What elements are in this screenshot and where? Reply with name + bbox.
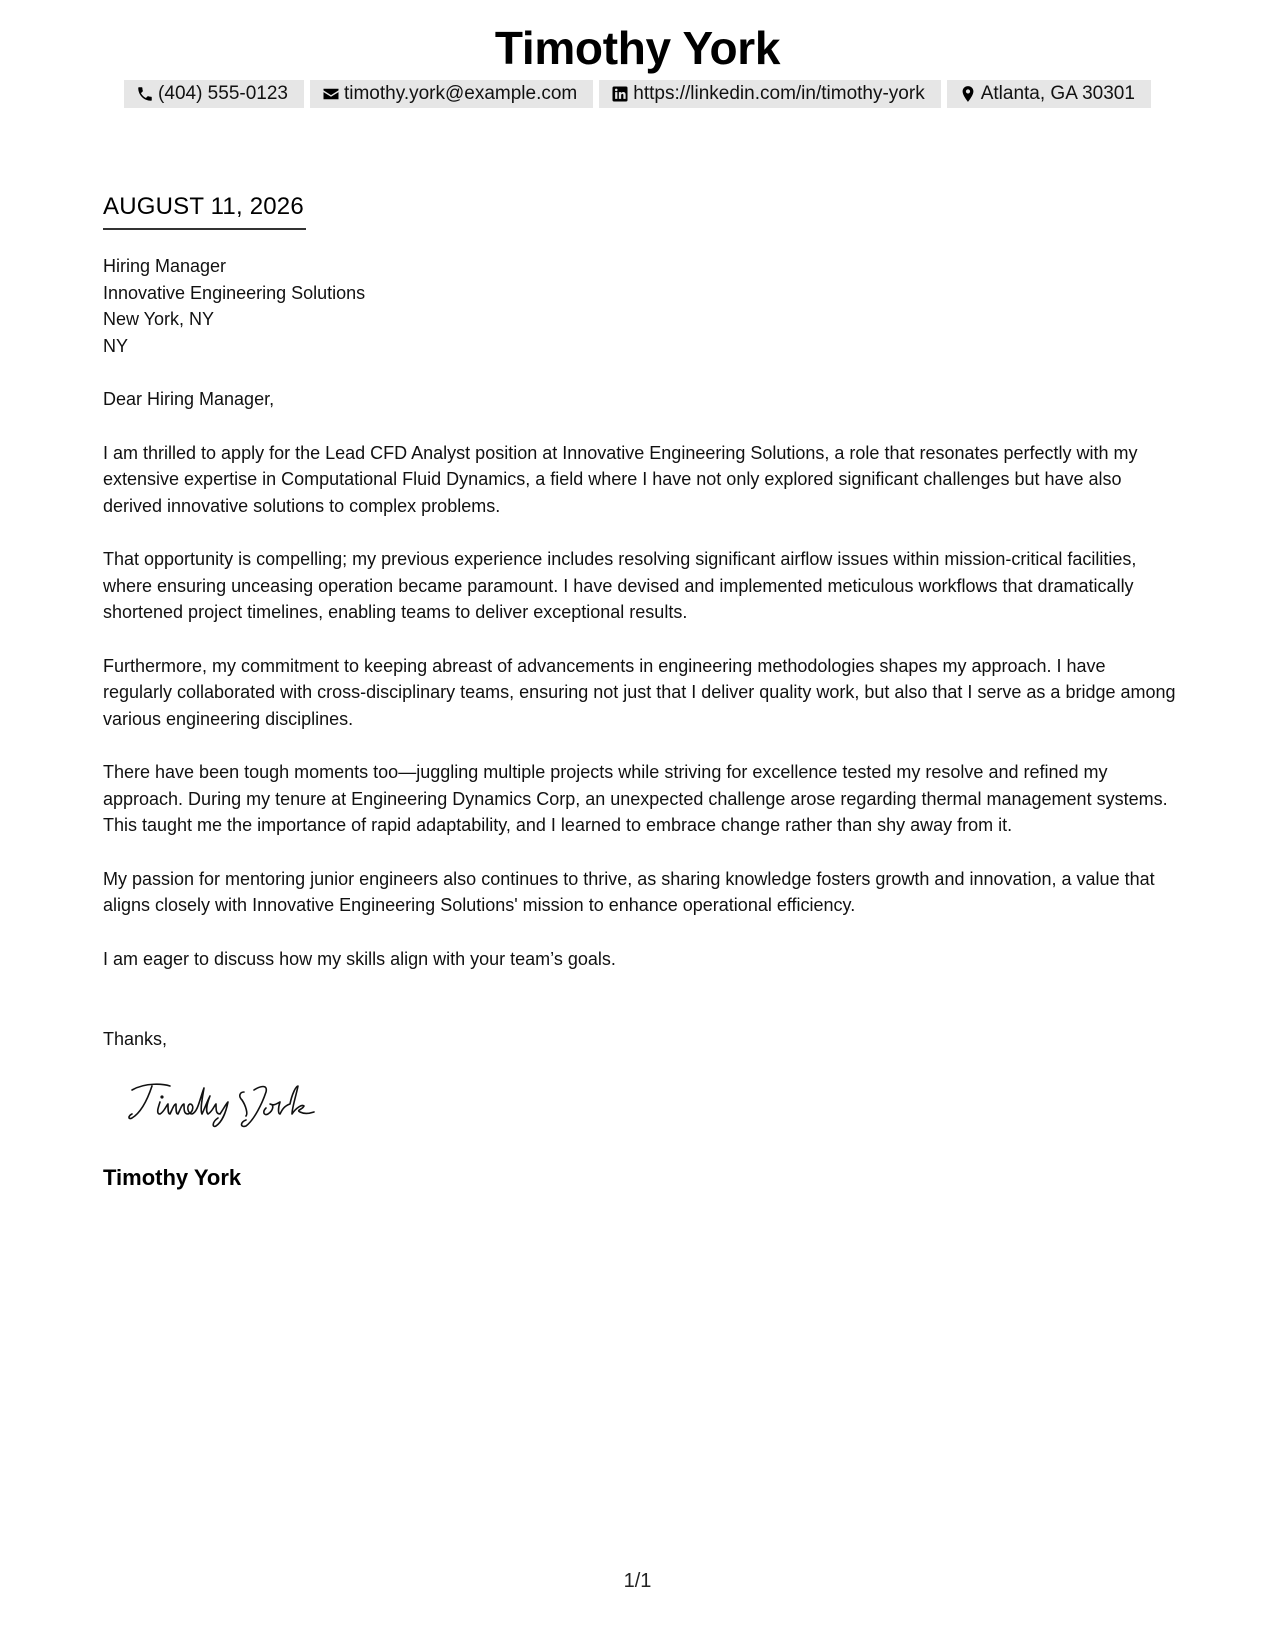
closing: Thanks,: [103, 1029, 168, 1049]
applicant-name-title: Timothy York: [494, 22, 781, 74]
page-number: 1/1: [623, 1570, 652, 1592]
body-paragraph: Furthermore, my commitment to keeping abreast of advancements in engineering methodologies shapes my approach. I have regularly collaborated with cross-disciplinary teams, ensuring not just that I deliver quality work, but also that I serve as a bridge among various engineering disciplines.: [103, 655, 1176, 729]
date-block: [103, 192, 306, 230]
letter-date: AUGUST 11, 2026: [103, 192, 306, 230]
phone-icon: [136, 85, 154, 103]
location-text: Atlanta, GA 30301: [980, 83, 1135, 104]
map-pin-icon: [959, 85, 977, 103]
phone-text: (404) 555-0123: [158, 83, 288, 104]
contact-email: [310, 80, 593, 108]
body-paragraph: My passion for mentoring junior engineers also continues to thrive, as sharing knowledge fosters growth and innovation, a value that aligns closely with Innovative Engineering Solutions' mission to enhance operational efficiency.: [103, 868, 1155, 915]
recipient-line: Innovative Engineering Solutions: [103, 282, 366, 303]
contact-location: [947, 80, 1151, 108]
recipient-line: NY: [103, 335, 129, 356]
contact-linkedin: [599, 80, 940, 108]
body-paragraph: I am eager to discuss how my skills align with your team’s goals.: [103, 948, 616, 969]
envelope-icon: [322, 85, 340, 103]
recipient-line: New York, NY: [103, 309, 215, 329]
recipient-line: Hiring Manager: [103, 256, 227, 276]
signer-name: Timothy York: [103, 1165, 242, 1190]
contact-bar: [0, 80, 1275, 108]
handwritten-signature: [126, 1078, 346, 1130]
linkedin-text: https://linkedin.com/in/timothy-york: [633, 83, 925, 104]
salutation: Dear Hiring Manager,: [103, 389, 275, 409]
email-text: timothy.york@example.com: [343, 83, 578, 104]
body-paragraph: That opportunity is compelling; my previous experience includes resolving significant airflow issues within mission-critical facilities, where ensuring unceasing operation became paramount. I have devised and implemented meticulous workflows that dramatically shortened project timelines, enabling teams to deliver exceptional results.: [103, 549, 1137, 622]
contact-phone: [124, 80, 304, 108]
body-paragraph: There have been tough moments too—juggling multiple projects while striving for excellence tested my resolve and refined my approach. During my tenure at Engineering Dynamics Corp, an unexpected challenge arose regarding thermal management systems. This taught me the importance of rapid adaptability, and I learned to embrace change rather than shy away from it.: [103, 762, 1168, 835]
letter-body: [103, 253, 1178, 1053]
body-paragraph: I am thrilled to apply for the Lead CFD Analyst position at Innovative Engineering Solutions, a role that resonates perfectly with my extensive expertise in Computational Fluid Dynamics, a field where I have not only explored significant challenges but have also derived innovative solutions to complex problems.: [103, 442, 1138, 516]
recipient-block: [103, 253, 1178, 359]
linkedin-icon: [611, 85, 629, 103]
